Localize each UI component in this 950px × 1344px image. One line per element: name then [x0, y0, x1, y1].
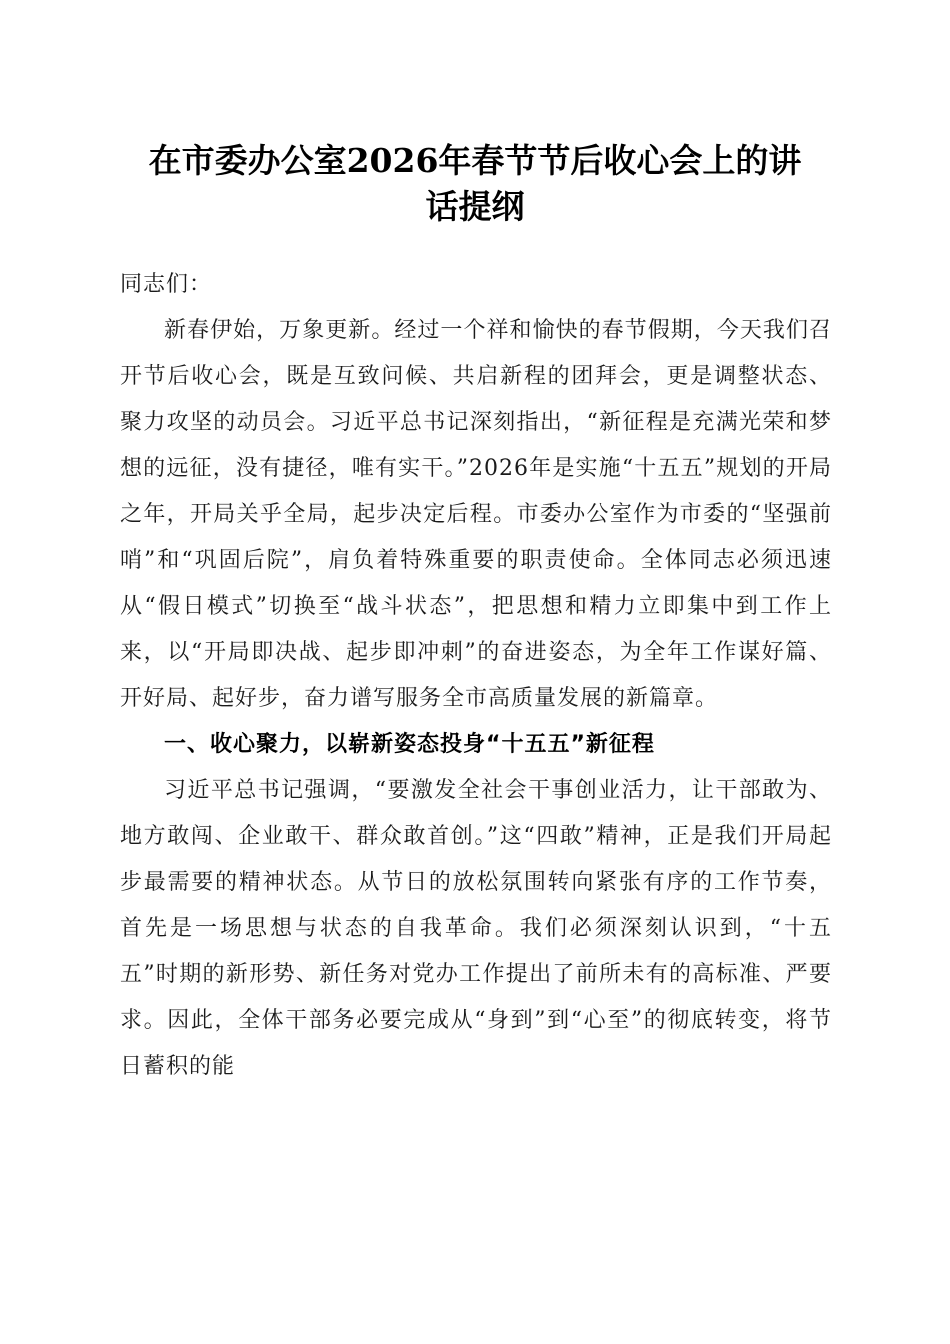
document-title — [110, 138, 840, 230]
document-body — [120, 262, 832, 1090]
salutation: 同志们： — [120, 272, 213, 297]
title-line-2: 话提纲 — [425, 187, 525, 226]
title-line-1: 在市委办公室2026年春节节后收心会上的讲 — [148, 141, 802, 180]
intro-paragraph: 新春伊始，万象更新。经过一个祥和愉快的春节假期，今天我们召开节后收心会，既是互致问候、共启新程的团拜会，更是调整状态、聚力攻坚的动员会。习近平总书记深刻指出，“新征程是充满光荣和梦想的远征，没有捷径，唯有实干。”2026年是实施“十五五”规划的开局之年，开局关乎全局，起步决定后程。市委办公室作为市委的“坚强前哨”和“巩固后院”，肩负着特殊重要的职责使命。全体同志必须迅速从“假日模式”切换至“战斗状态”，把思想和精力立即集中到工作上来，以“开局即决战、起步即冲刺”的奋进姿态，为全年工作谋好篇、开好局、起好步，奋力谱写服务全市高质量发展的新篇章。 — [120, 318, 832, 711]
section-heading: 一、收心聚力，以崭新姿态投身“十五五”新征程 — [164, 732, 655, 757]
section-paragraph: 习近平总书记强调，“要激发全社会干事创业活力，让干部敢为、地方敢闯、企业敢干、群众敢首创。”这“四敢”精神，正是我们开局起步最需要的精神状态。从节日的放松氛围转向紧张有序的工作节奏，首先是一场思想与状态的自我革命。我们必须深刻认识到，“十五五”时期的新形势、新任务对党办工作提出了前所未有的高标准、严要求。因此，全体干部务必要完成从“身到”到“心至”的彻底转变，将节日蓄积的能 — [120, 778, 832, 1079]
